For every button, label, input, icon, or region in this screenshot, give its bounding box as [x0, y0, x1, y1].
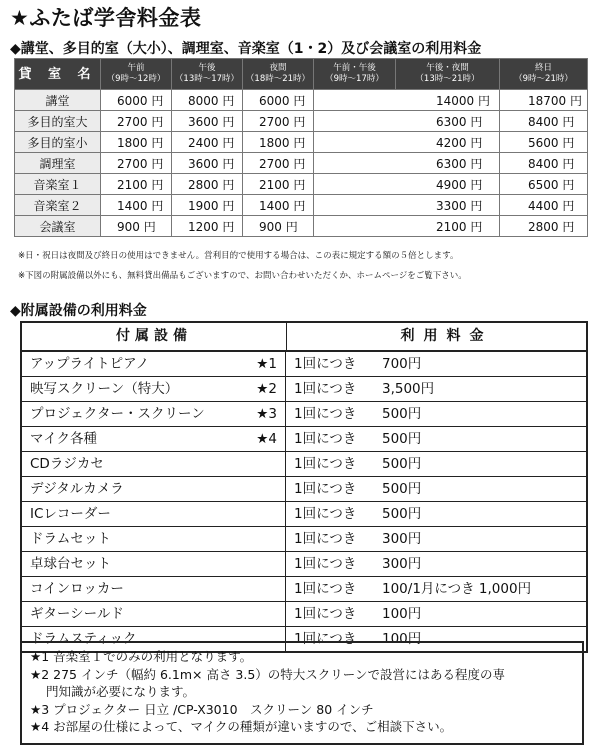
equipment-name: アップライトピアノ [30, 356, 150, 372]
price-combined: 3300 円 [314, 195, 500, 216]
fee-amount: 500円 [382, 456, 422, 472]
price-morning: 2700 円 [101, 111, 172, 132]
footnote-2-continued: 門知識が必要になります。 [46, 684, 196, 699]
header-allday: 終日 （9時～21時） [500, 59, 588, 90]
price-morning: 6000 円 [101, 90, 172, 111]
table-row [15, 216, 588, 237]
fee-unit: 1回につき [294, 606, 357, 622]
room-name: 講堂 [15, 90, 101, 111]
note-free-equipment: ※下図の附属設備以外にも、無料貸出備品もございますので、お問い合わせいただくか、ホームページをご覧下さい。 [18, 271, 467, 281]
fee-unit: 1回につき [294, 531, 357, 547]
header-afternoon: 午後 （13時～17時） [172, 59, 243, 90]
rates-section-title: ◆講堂、多目的室（大小）、調理室、音楽室（1・2）及び会議室の利用料金 [10, 41, 482, 57]
table-row [15, 90, 588, 111]
price-morning: 2100 円 [101, 174, 172, 195]
equip-section-title: ◆附属設備の利用料金 [10, 303, 147, 319]
room-name: 音楽室２ [15, 195, 101, 216]
header-night: 夜間 （18時～21時） [243, 59, 314, 90]
note-weekend: ※日・祝日は夜間及び終日の使用はできません。営利目的で使用する場合は、この表に規定する額の５倍とします。 [18, 251, 459, 261]
table-row [22, 502, 586, 527]
price-combined: 6300 円 [314, 111, 500, 132]
table-row [22, 602, 586, 627]
header-morning-afternoon: 午前・午後 （9時～17時） [314, 59, 396, 90]
table-row [15, 174, 588, 195]
equipment-name: デジタルカメラ [30, 481, 124, 497]
price-afternoon: 3600 円 [172, 111, 243, 132]
price-night: 2700 円 [243, 111, 314, 132]
header-morning: 午前 （9時～12時） [101, 59, 172, 90]
fee-unit: 1回につき [294, 556, 357, 572]
equipment-header-row [22, 323, 586, 352]
price-night: 1800 円 [243, 132, 314, 153]
room-name: 音楽室１ [15, 174, 101, 195]
equipment-name: 映写スクリーン（特大） [30, 381, 179, 397]
fee-unit: 1回につき [294, 481, 357, 497]
equipment-name: 卓球台セット [30, 556, 111, 572]
price-morning: 2700 円 [101, 153, 172, 174]
fee-amount: 500円 [382, 506, 422, 522]
table-row [22, 377, 586, 402]
equipment-name: ICレコーダー [30, 506, 111, 522]
price-combined: 4900 円 [314, 174, 500, 195]
price-afternoon: 1900 円 [172, 195, 243, 216]
price-afternoon: 2400 円 [172, 132, 243, 153]
price-afternoon: 3600 円 [172, 153, 243, 174]
price-morning: 1800 円 [101, 132, 172, 153]
room-rates-table [14, 58, 588, 237]
rates-header-row [15, 59, 588, 90]
page-title: ★ふたば学舎料金表 [10, 6, 202, 30]
price-combined: 14000 円 [314, 90, 500, 111]
fee-unit: 1回につき [294, 506, 357, 522]
fee-amount: 500円 [382, 406, 422, 422]
table-row [22, 452, 586, 477]
table-row [22, 477, 586, 502]
price-allday: 18700 円 [500, 90, 588, 111]
star-marker: ★4 [256, 431, 277, 447]
equipment-name: CDラジカセ [30, 456, 104, 472]
price-night: 2700 円 [243, 153, 314, 174]
footnote-2: ★2 275 インチ（幅約 6.1m× 高さ 3.5）の特大スクリーンで設営にはある程度の専 [30, 666, 506, 682]
price-allday: 2800 円 [500, 216, 588, 237]
table-row [22, 577, 586, 602]
table-row [22, 352, 586, 377]
fee-unit: 1回につき [294, 431, 357, 447]
header-afternoon-night: 午後・夜間 （13時～21時） [396, 59, 500, 90]
footnote-1: ★1 音楽室１でのみの利用となります。 [30, 649, 253, 664]
price-afternoon: 8000 円 [172, 90, 243, 111]
room-name: 多目的室大 [15, 111, 101, 132]
header-fee: 利用料金 [400, 328, 493, 344]
star-marker: ★3 [256, 406, 277, 422]
price-allday: 5600 円 [500, 132, 588, 153]
fee-amount: 100円 [382, 606, 422, 622]
equipment-name: マイク各種 [30, 431, 97, 447]
equipment-fee-table [20, 321, 588, 653]
fee-unit: 1回につき [294, 356, 357, 372]
table-row [15, 111, 588, 132]
price-allday: 6500 円 [500, 174, 588, 195]
table-row [22, 427, 586, 452]
table-row [22, 552, 586, 577]
equipment-name: コインロッカー [30, 581, 124, 597]
header-room: 貸 室 名 [15, 59, 101, 90]
fee-amount: 700円 [382, 356, 422, 372]
fee-amount: 300円 [382, 531, 422, 547]
price-combined: 4200 円 [314, 132, 500, 153]
price-afternoon: 2800 円 [172, 174, 243, 195]
fee-unit: 1回につき [294, 456, 357, 472]
star-marker: ★2 [256, 381, 277, 397]
equipment-name: プロジェクター・スクリーン [30, 406, 205, 422]
table-row [15, 153, 588, 174]
fee-amount: 100/1月につき 1,000円 [382, 581, 532, 597]
fee-amount: 3,500円 [382, 381, 435, 397]
price-afternoon: 1200 円 [172, 216, 243, 237]
price-allday: 8400 円 [500, 153, 588, 174]
price-morning: 1400 円 [101, 195, 172, 216]
fee-unit: 1回につき [294, 581, 357, 597]
price-combined: 2100 円 [314, 216, 500, 237]
price-allday: 8400 円 [500, 111, 588, 132]
footnotes-box [20, 641, 584, 745]
footnote-3: ★3 プロジェクター 日立 /CP-X3010 スクリーン 80 インチ [30, 701, 374, 717]
price-night: 2100 円 [243, 174, 314, 195]
price-morning: 900 円 [101, 216, 172, 237]
fee-unit: 1回につき [294, 631, 357, 647]
fee-amount: 500円 [382, 431, 422, 447]
room-name: 調理室 [15, 153, 101, 174]
equipment-name: ドラムスティック [30, 631, 137, 647]
equipment-name: ドラムセット [30, 531, 111, 547]
fee-amount: 300円 [382, 556, 422, 572]
fee-unit: 1回につき [294, 381, 357, 397]
table-row [15, 195, 588, 216]
table-row [15, 132, 588, 153]
price-night: 1400 円 [243, 195, 314, 216]
price-combined: 6300 円 [314, 153, 500, 174]
table-row [22, 527, 586, 552]
header-equipment: 付属設備 [22, 323, 287, 350]
room-name: 会議室 [15, 216, 101, 237]
price-night: 6000 円 [243, 90, 314, 111]
footnote-4: ★4 お部屋の仕様によって、マイクの種類が違いますので、ご相談下さい。 [30, 719, 453, 734]
price-allday: 4400 円 [500, 195, 588, 216]
fee-amount: 100円 [382, 631, 422, 647]
table-row [22, 402, 586, 427]
equipment-name: ギターシールド [30, 606, 124, 622]
fee-unit: 1回につき [294, 406, 357, 422]
price-night: 900 円 [243, 216, 314, 237]
star-marker: ★1 [256, 356, 277, 372]
fee-amount: 500円 [382, 481, 422, 497]
room-name: 多目的室小 [15, 132, 101, 153]
